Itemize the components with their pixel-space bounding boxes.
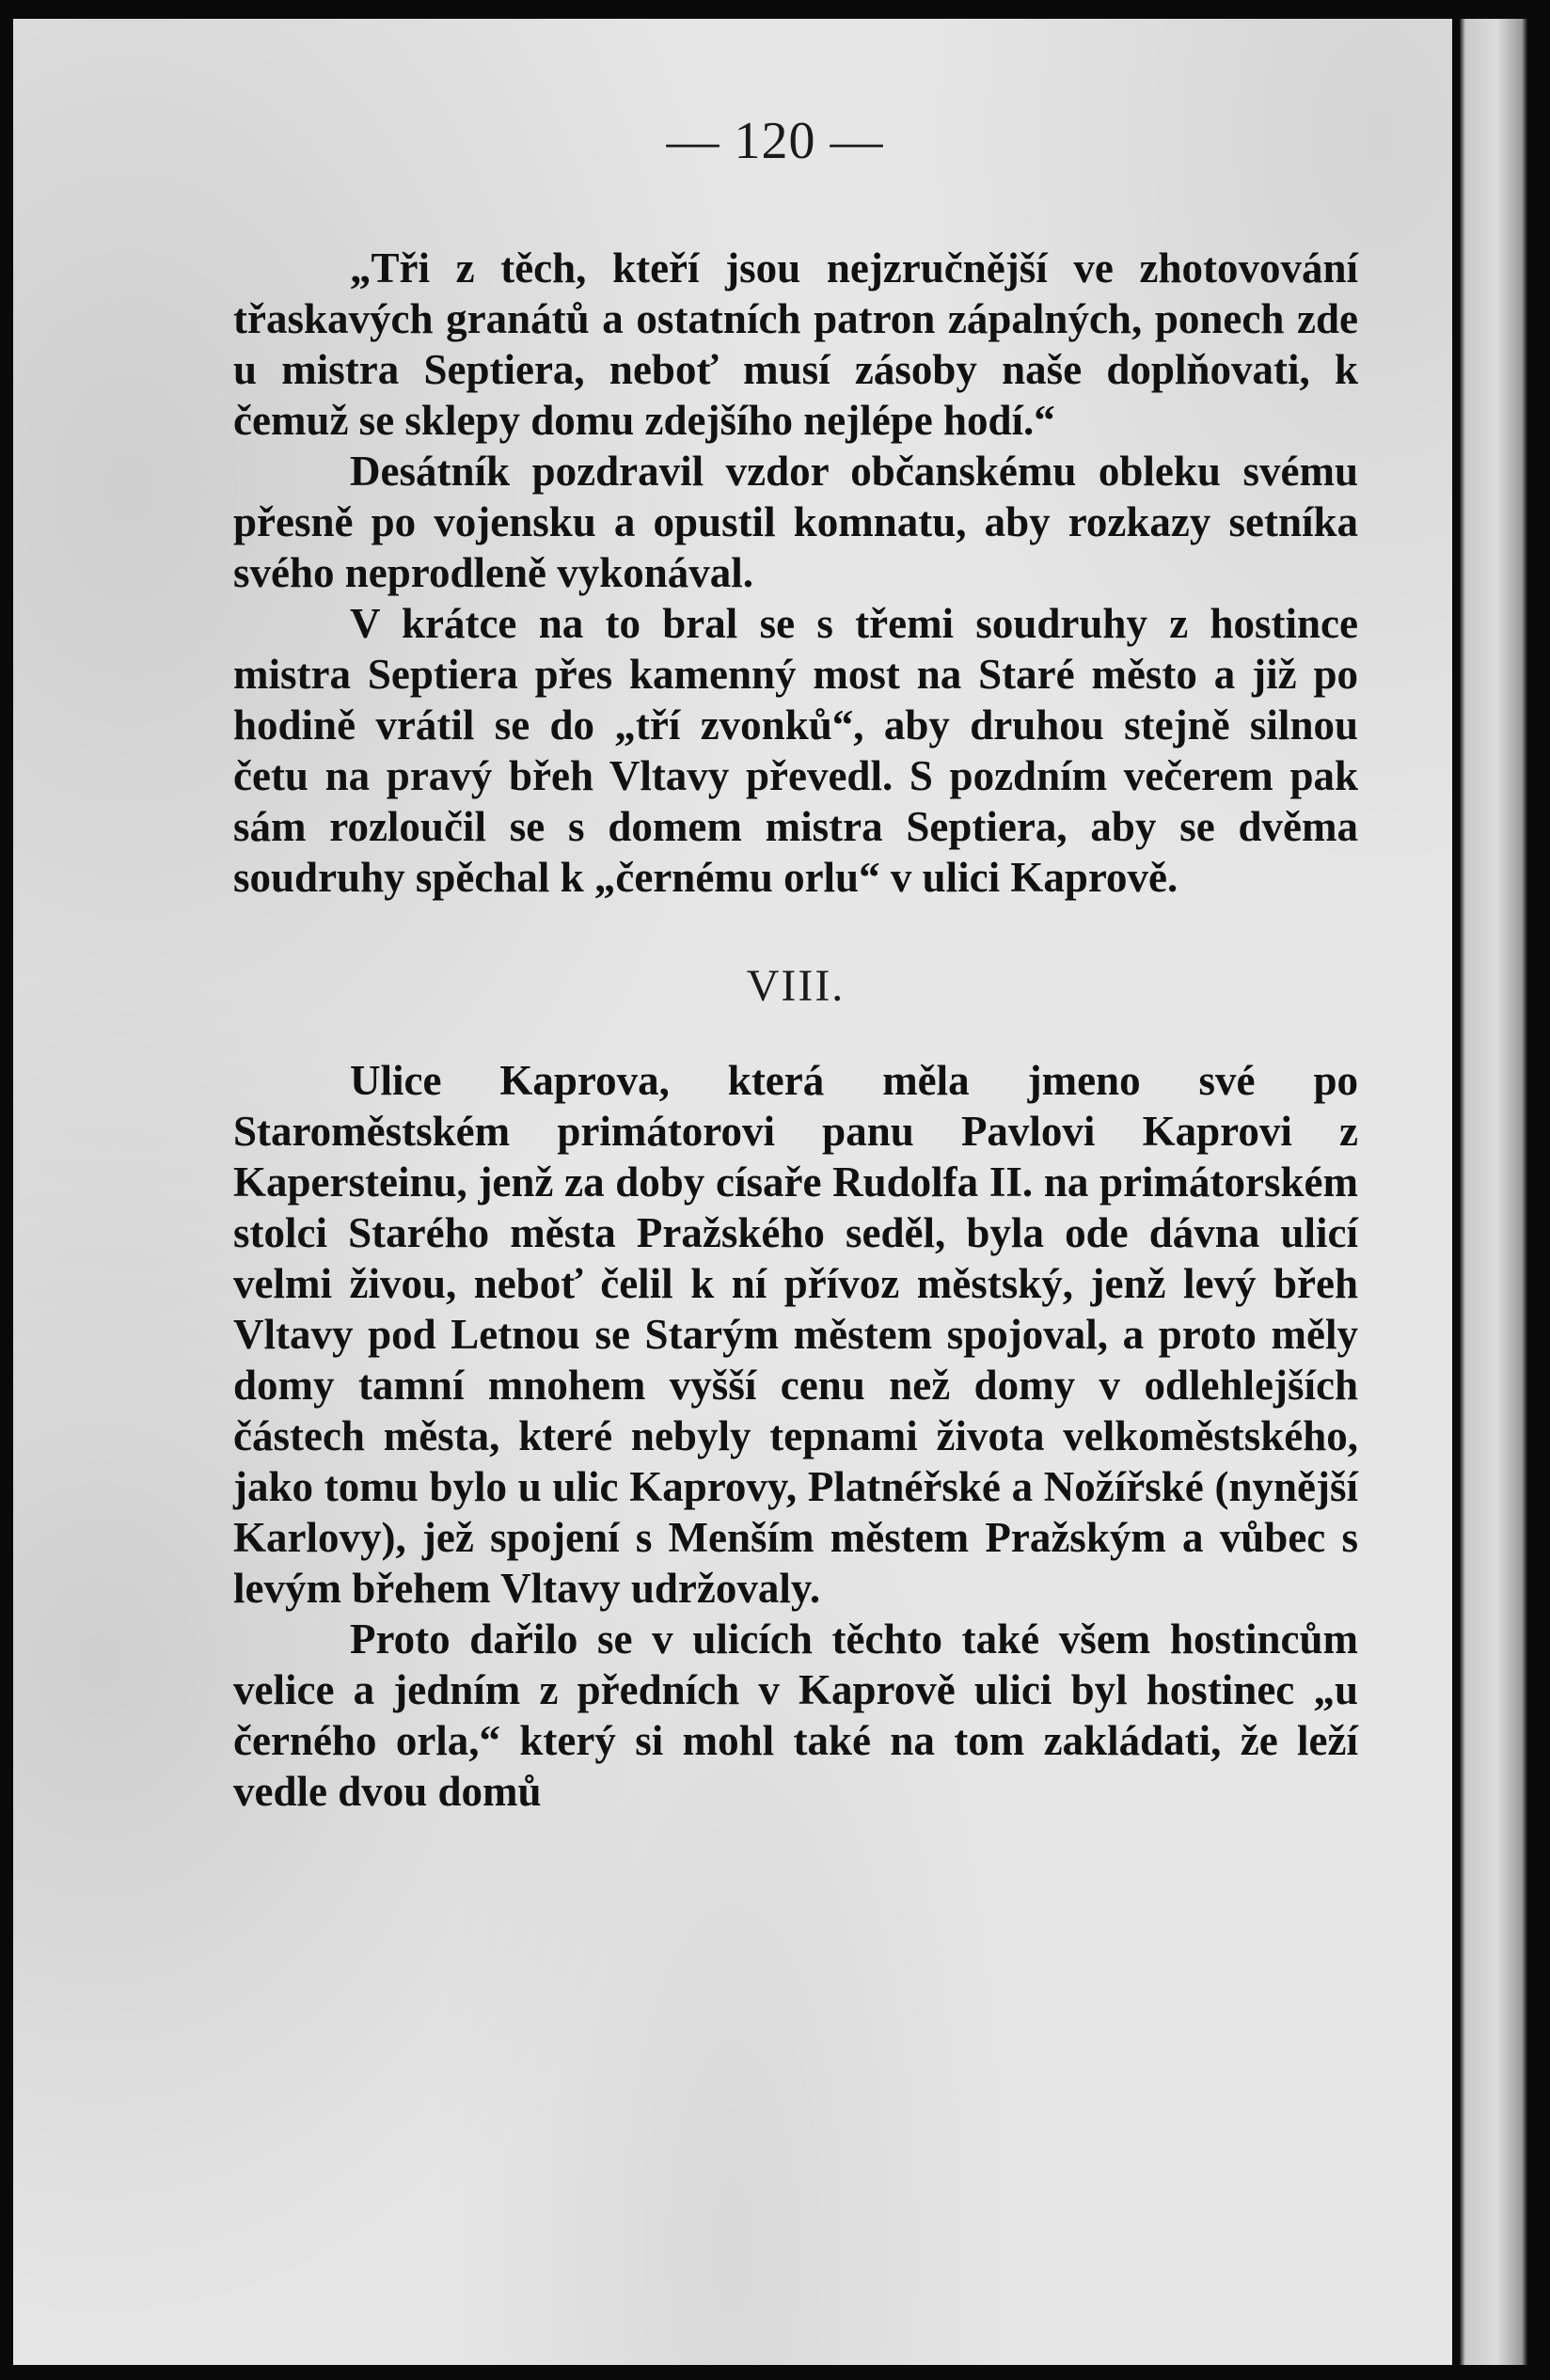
paragraph: „Tři z těch, kteří jsou nejzručnější ve zhotovování třaskavých granátů a ostatních patron zápalných, ponech zde u mistra Septiera, neboť musí zásoby naše doplňovati, k čemuž se sklepy domu zdejšího nejlépe hodí.“ xyxy=(233,244,1358,444)
paragraph: Desátník pozdravil vzdor občanskému obleku svému přesně po vojensku a opustil komnatu, aby rozkazy setníka svého neprodleně vykonával. xyxy=(233,448,1358,596)
paragraph: Proto dařilo se v ulicích těchto také všem hostincům velice a jedním z předních v Kaprově ulici byl hostinec „u černého orla,“ který si mohl také na tom zakládati, že leží vedle dvou domů xyxy=(233,1616,1358,1815)
paragraph: Ulice Kaprova, která měla jmeno své po Staroměstském primátorovi panu Pavlovi Kaprovi z Kapersteinu, jenž za doby císaře Rudolfa II. na primátorském stolci Starého města Pražského seděl, byla ode dávna ulicí velmi živou, neboť čelil k ní přívoz městský, jenž levý břeh Vltavy pod Letnou se Starým městem spojoval, a proto měly domy tamní mnohem vyšší cenu než domy v odlehlejších částech města, které nebyly tepnami života velkoměstského, jako tomu bylo u ulic Kaprovy, Platnéřské a Nožířské (nynější Karlovy), jež spojení s Menším městem Pražským a vůbec s levým břehem Vltavy udržovaly. xyxy=(233,1057,1358,1612)
book-spine-edge xyxy=(1460,19,1527,2365)
chapter-heading: VIII. xyxy=(746,961,846,1011)
paragraph: V krátce na to bral se s třemi soudruhy z hostince mistra Septiera přes kamenný most na Staré město a již po hodině vrátil se do „tří zvonků“, aby druhou stejně silnou četu na pravý břeh Vltavy převedl. S pozdním večerem pak sám rozloučil se s domem mistra Septiera, aby se dvěma soudruhy spěchal k „černému orlu“ v ulici Kaprově. xyxy=(233,600,1358,901)
page-number: — 120 — xyxy=(666,112,884,170)
page-text xyxy=(233,243,1358,1817)
